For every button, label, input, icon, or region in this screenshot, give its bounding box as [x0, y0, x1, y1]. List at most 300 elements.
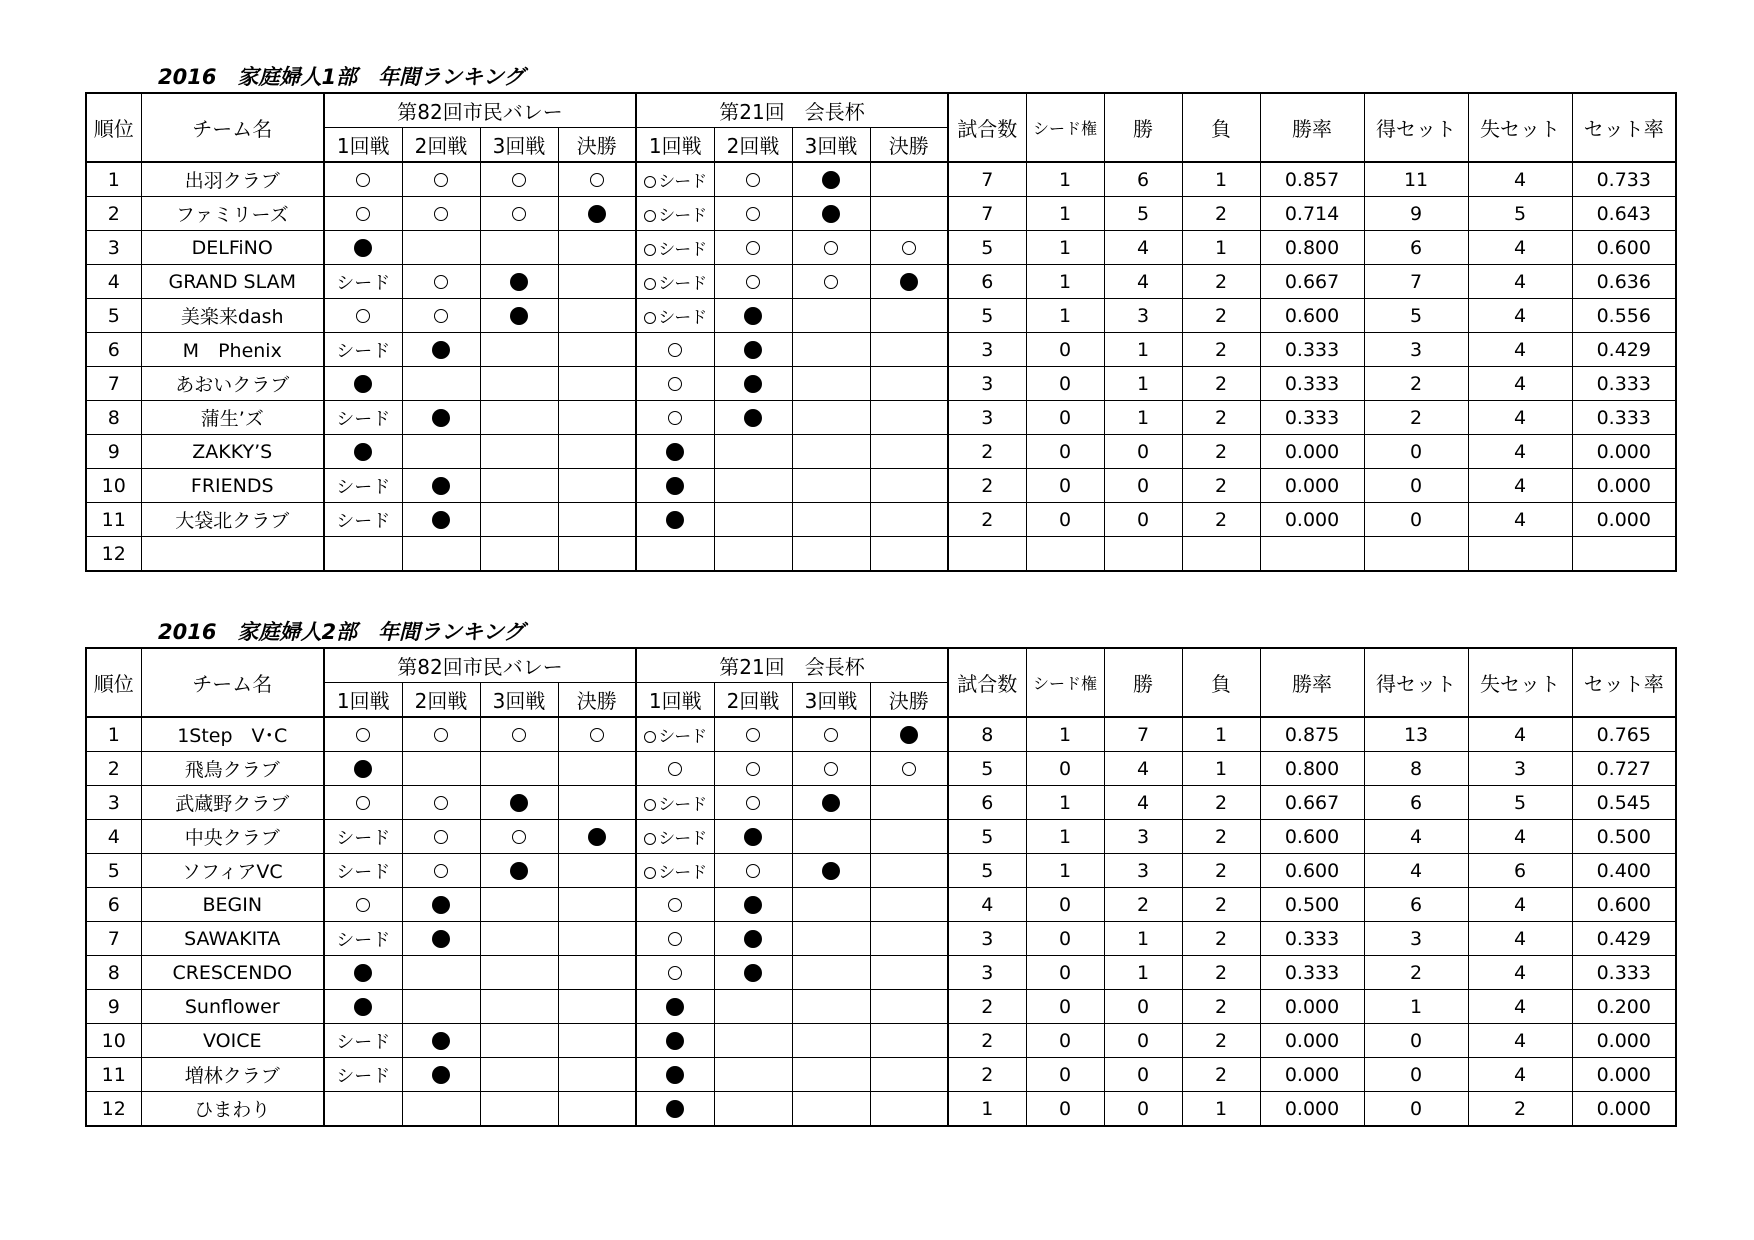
- sets-won-cell: 0: [1364, 503, 1468, 537]
- loss-dot-icon: [432, 341, 450, 359]
- loss-dot-icon: [510, 307, 528, 325]
- win-rate-cell: 0.800: [1260, 752, 1364, 786]
- seed-count-cell: 0: [1026, 1058, 1104, 1092]
- wins-cell: 6: [1104, 162, 1182, 197]
- rank-cell: 1: [86, 717, 141, 752]
- sets-won-cell: 6: [1364, 888, 1468, 922]
- win-circle-icon: [746, 173, 760, 187]
- sets-lost-cell: [1468, 537, 1572, 572]
- team-name-cell: [141, 537, 324, 572]
- losses-cell: 1: [1182, 1092, 1260, 1127]
- win-circle-icon: [668, 411, 682, 425]
- set-rate-cell: 0.733: [1572, 162, 1676, 197]
- win-circle-icon: [824, 275, 838, 289]
- wins-cell: 0: [1104, 1092, 1182, 1127]
- table-row: [86, 990, 1676, 1024]
- result-cell: [402, 752, 480, 786]
- table-row: [86, 922, 1676, 956]
- result-cell: [714, 717, 792, 752]
- result-cell: [402, 299, 480, 333]
- result-cell: [558, 786, 636, 820]
- header-wins: 勝: [1104, 93, 1182, 162]
- win-circle-icon: [746, 762, 760, 776]
- win-rate-cell: 0.875: [1260, 717, 1364, 752]
- team-name-cell: 美楽来dash: [141, 299, 324, 333]
- set-rate-cell: 0.545: [1572, 786, 1676, 820]
- result-cell: [480, 162, 558, 197]
- team-name-cell: ファミリーズ: [141, 197, 324, 231]
- result-cell: [402, 820, 480, 854]
- result-cell: [480, 333, 558, 367]
- result-cell: [402, 854, 480, 888]
- win-circle-icon: [644, 278, 656, 290]
- losses-cell: 2: [1182, 299, 1260, 333]
- rank-cell: 4: [86, 265, 141, 299]
- wins-cell: 1: [1104, 333, 1182, 367]
- result-cell: [558, 197, 636, 231]
- seed-label: シード: [336, 408, 391, 430]
- result-cell: [792, 231, 870, 265]
- result-cell: [480, 367, 558, 401]
- team-name-cell: ZAKKY’S: [141, 435, 324, 469]
- sets-lost-cell: 4: [1468, 367, 1572, 401]
- win-circle-icon: [668, 898, 682, 912]
- sets-won-cell: 2: [1364, 956, 1468, 990]
- games-cell: 5: [948, 854, 1026, 888]
- loss-dot-icon: [744, 964, 762, 982]
- table-row: [86, 854, 1676, 888]
- games-cell: 2: [948, 503, 1026, 537]
- result-cell: [792, 1058, 870, 1092]
- result-cell: [480, 854, 558, 888]
- win-seed-mark: [644, 795, 706, 815]
- header-seed: シード権: [1026, 93, 1104, 162]
- set-rate-cell: 0.429: [1572, 333, 1676, 367]
- seed-label: シード: [336, 476, 391, 498]
- table-row: [86, 1092, 1676, 1127]
- win-circle-icon: [644, 176, 656, 188]
- result-cell: [558, 503, 636, 537]
- header-tournament1: 第82回市民バレー: [324, 648, 636, 683]
- sets-lost-cell: 4: [1468, 888, 1572, 922]
- result-cell: [714, 197, 792, 231]
- result-cell: [324, 1024, 402, 1058]
- result-cell: [636, 820, 714, 854]
- result-cell: [636, 469, 714, 503]
- result-cell: [714, 1092, 792, 1127]
- wins-cell: 0: [1104, 990, 1182, 1024]
- win-seed-mark: [644, 206, 706, 226]
- seed-count-cell: 0: [1026, 333, 1104, 367]
- result-cell: [870, 401, 948, 435]
- sets-lost-cell: 4: [1468, 469, 1572, 503]
- result-cell: [870, 1058, 948, 1092]
- sets-won-cell: 4: [1364, 820, 1468, 854]
- sets-lost-cell: 4: [1468, 401, 1572, 435]
- seed-count-cell: 0: [1026, 469, 1104, 503]
- result-cell: [558, 1092, 636, 1127]
- team-name-cell: 増林クラブ: [141, 1058, 324, 1092]
- result-cell: [558, 820, 636, 854]
- sets-won-cell: 2: [1364, 401, 1468, 435]
- team-name-cell: ひまわり: [141, 1092, 324, 1127]
- loss-dot-icon: [822, 862, 840, 880]
- table-row: [86, 503, 1676, 537]
- sets-lost-cell: 4: [1468, 956, 1572, 990]
- losses-cell: 2: [1182, 401, 1260, 435]
- rank-cell: 6: [86, 333, 141, 367]
- result-cell: [792, 752, 870, 786]
- loss-dot-icon: [588, 205, 606, 223]
- win-rate-cell: [1260, 537, 1364, 572]
- team-name-cell: SAWAKITA: [141, 922, 324, 956]
- result-cell: [792, 888, 870, 922]
- result-cell: [870, 1092, 948, 1127]
- rank-cell: 8: [86, 401, 141, 435]
- result-cell: [480, 537, 558, 572]
- seed-count-cell: 0: [1026, 752, 1104, 786]
- result-cell: [792, 197, 870, 231]
- result-cell: [792, 367, 870, 401]
- losses-cell: 2: [1182, 1024, 1260, 1058]
- result-cell: [792, 333, 870, 367]
- rank-cell: 10: [86, 469, 141, 503]
- loss-dot-icon: [432, 930, 450, 948]
- result-cell: [402, 333, 480, 367]
- loss-dot-icon: [354, 375, 372, 393]
- header-seed: シード権: [1026, 648, 1104, 717]
- result-cell: [480, 990, 558, 1024]
- set-rate-cell: 0.600: [1572, 888, 1676, 922]
- result-cell: [870, 333, 948, 367]
- result-cell: [792, 1092, 870, 1127]
- losses-cell: 2: [1182, 265, 1260, 299]
- win-circle-icon: [746, 728, 760, 742]
- result-cell: [324, 401, 402, 435]
- win-circle-icon: [512, 207, 526, 221]
- header-win-rate: 勝率: [1260, 93, 1364, 162]
- loss-dot-icon: [666, 1066, 684, 1084]
- win-seed-mark: [644, 274, 706, 294]
- table-body: [86, 717, 1676, 1126]
- win-seed-mark: [644, 829, 706, 849]
- losses-cell: 2: [1182, 435, 1260, 469]
- sets-won-cell: 0: [1364, 1058, 1468, 1092]
- seed-count-cell: 1: [1026, 162, 1104, 197]
- loss-dot-icon: [354, 760, 372, 778]
- loss-dot-icon: [666, 477, 684, 495]
- seed-count-cell: 0: [1026, 1092, 1104, 1127]
- win-rate-cell: 0.000: [1260, 1058, 1364, 1092]
- result-cell: [870, 990, 948, 1024]
- win-rate-cell: 0.600: [1260, 854, 1364, 888]
- loss-dot-icon: [432, 1066, 450, 1084]
- result-cell: [636, 922, 714, 956]
- sets-won-cell: 3: [1364, 922, 1468, 956]
- result-cell: [792, 401, 870, 435]
- sets-lost-cell: 4: [1468, 990, 1572, 1024]
- seed-count-cell: 1: [1026, 265, 1104, 299]
- loss-dot-icon: [354, 239, 372, 257]
- win-circle-icon: [644, 867, 656, 879]
- result-cell: [714, 503, 792, 537]
- set-rate-cell: 0.000: [1572, 435, 1676, 469]
- result-cell: [870, 469, 948, 503]
- result-cell: [558, 717, 636, 752]
- losses-cell: 2: [1182, 197, 1260, 231]
- win-circle-icon: [356, 796, 370, 810]
- result-cell: [480, 503, 558, 537]
- games-cell: 5: [948, 820, 1026, 854]
- team-name-cell: 出羽クラブ: [141, 162, 324, 197]
- loss-dot-icon: [432, 511, 450, 529]
- wins-cell: 7: [1104, 717, 1182, 752]
- win-seed-mark: [644, 863, 706, 883]
- seed-count-cell: 0: [1026, 367, 1104, 401]
- win-circle-icon: [668, 343, 682, 357]
- header-round: 2回戦: [714, 128, 792, 163]
- win-rate-cell: 0.667: [1260, 265, 1364, 299]
- losses-cell: 2: [1182, 854, 1260, 888]
- rank-cell: 4: [86, 820, 141, 854]
- header-wins: 勝: [1104, 648, 1182, 717]
- sets-won-cell: 7: [1364, 265, 1468, 299]
- result-cell: [870, 786, 948, 820]
- loss-dot-icon: [744, 930, 762, 948]
- result-cell: [870, 197, 948, 231]
- set-rate-cell: 0.429: [1572, 922, 1676, 956]
- seed-count-cell: 0: [1026, 1024, 1104, 1058]
- win-rate-cell: 0.600: [1260, 820, 1364, 854]
- win-circle-icon: [824, 241, 838, 255]
- games-cell: 8: [948, 717, 1026, 752]
- wins-cell: 1: [1104, 401, 1182, 435]
- rank-cell: 10: [86, 1024, 141, 1058]
- result-cell: [714, 888, 792, 922]
- table-row: [86, 265, 1676, 299]
- result-cell: [636, 162, 714, 197]
- result-cell: [792, 435, 870, 469]
- wins-cell: 5: [1104, 197, 1182, 231]
- sets-won-cell: 11: [1364, 162, 1468, 197]
- table-row: [86, 401, 1676, 435]
- ranking-table: [85, 92, 1677, 572]
- sets-lost-cell: 5: [1468, 197, 1572, 231]
- result-cell: [636, 956, 714, 990]
- result-cell: [636, 717, 714, 752]
- win-circle-icon: [434, 309, 448, 323]
- losses-cell: 2: [1182, 922, 1260, 956]
- result-cell: [402, 162, 480, 197]
- header-rank: 順位: [86, 93, 141, 162]
- table-row: [86, 717, 1676, 752]
- result-cell: [714, 367, 792, 401]
- losses-cell: 2: [1182, 1058, 1260, 1092]
- games-cell: [948, 537, 1026, 572]
- loss-dot-icon: [744, 828, 762, 846]
- win-circle-icon: [668, 966, 682, 980]
- result-cell: [714, 469, 792, 503]
- win-circle-icon: [434, 864, 448, 878]
- result-cell: [792, 820, 870, 854]
- result-cell: [324, 1058, 402, 1092]
- table-row: [86, 820, 1676, 854]
- header-sets-lost: 失セット: [1468, 93, 1572, 162]
- sets-lost-cell: 4: [1468, 231, 1572, 265]
- seed-count-cell: 1: [1026, 717, 1104, 752]
- loss-dot-icon: [744, 375, 762, 393]
- losses-cell: 2: [1182, 333, 1260, 367]
- result-cell: [792, 537, 870, 572]
- result-cell: [324, 1092, 402, 1127]
- seed-count-cell: 1: [1026, 299, 1104, 333]
- games-cell: 2: [948, 990, 1026, 1024]
- header-round: 3回戦: [792, 128, 870, 163]
- seed-label: シード: [336, 929, 391, 951]
- wins-cell: 0: [1104, 503, 1182, 537]
- sets-lost-cell: 2: [1468, 1092, 1572, 1127]
- header-rank: 順位: [86, 648, 141, 717]
- win-rate-cell: 0.333: [1260, 922, 1364, 956]
- result-cell: [558, 956, 636, 990]
- loss-dot-icon: [666, 1100, 684, 1118]
- result-cell: [714, 333, 792, 367]
- team-name-cell: ソフィアVC: [141, 854, 324, 888]
- header-round: 2回戦: [714, 683, 792, 718]
- team-name-cell: CRESCENDO: [141, 956, 324, 990]
- loss-dot-icon: [510, 862, 528, 880]
- header-round: 2回戦: [402, 683, 480, 718]
- result-cell: [480, 1092, 558, 1127]
- rank-cell: 2: [86, 197, 141, 231]
- win-seed-label: シード: [658, 795, 707, 815]
- wins-cell: [1104, 537, 1182, 572]
- result-cell: [714, 820, 792, 854]
- result-cell: [636, 990, 714, 1024]
- win-circle-icon: [644, 312, 656, 324]
- wins-cell: 1: [1104, 367, 1182, 401]
- win-circle-icon: [356, 309, 370, 323]
- table-row: [86, 299, 1676, 333]
- seed-count-cell: 0: [1026, 956, 1104, 990]
- sets-lost-cell: 4: [1468, 503, 1572, 537]
- section-title: 2016 家庭婦人1部 年間ランキング: [158, 65, 525, 89]
- games-cell: 7: [948, 197, 1026, 231]
- result-cell: [402, 717, 480, 752]
- wins-cell: 0: [1104, 1024, 1182, 1058]
- sets-won-cell: 13: [1364, 717, 1468, 752]
- header-losses: 負: [1182, 93, 1260, 162]
- sets-won-cell: 0: [1364, 469, 1468, 503]
- sets-won-cell: 8: [1364, 752, 1468, 786]
- result-cell: [480, 1058, 558, 1092]
- result-cell: [558, 854, 636, 888]
- header-round: 1回戦: [636, 128, 714, 163]
- sets-lost-cell: 4: [1468, 162, 1572, 197]
- header-round: 3回戦: [792, 683, 870, 718]
- set-rate-cell: 0.000: [1572, 503, 1676, 537]
- result-cell: [870, 231, 948, 265]
- result-cell: [558, 469, 636, 503]
- result-cell: [870, 888, 948, 922]
- result-cell: [480, 469, 558, 503]
- games-cell: 1: [948, 1092, 1026, 1127]
- section-title: 2016 家庭婦人2部 年間ランキング: [158, 620, 525, 644]
- loss-dot-icon: [666, 443, 684, 461]
- win-circle-icon: [902, 241, 916, 255]
- seed-count-cell: 1: [1026, 854, 1104, 888]
- sets-won-cell: 1: [1364, 990, 1468, 1024]
- games-cell: 5: [948, 231, 1026, 265]
- win-circle-icon: [644, 244, 656, 256]
- loss-dot-icon: [744, 409, 762, 427]
- result-cell: [870, 162, 948, 197]
- result-cell: [636, 231, 714, 265]
- result-cell: [714, 162, 792, 197]
- win-circle-icon: [746, 241, 760, 255]
- result-cell: [480, 401, 558, 435]
- sets-lost-cell: 4: [1468, 922, 1572, 956]
- result-cell: [402, 197, 480, 231]
- loss-dot-icon: [432, 896, 450, 914]
- header-round: 3回戦: [480, 128, 558, 163]
- result-cell: [324, 503, 402, 537]
- sets-won-cell: 4: [1364, 854, 1468, 888]
- win-rate-cell: 0.667: [1260, 786, 1364, 820]
- set-rate-cell: 0.333: [1572, 401, 1676, 435]
- team-name-cell: VOICE: [141, 1024, 324, 1058]
- sets-lost-cell: 6: [1468, 854, 1572, 888]
- loss-dot-icon: [822, 205, 840, 223]
- result-cell: [324, 367, 402, 401]
- result-cell: [636, 299, 714, 333]
- header-tournament2: 第21回 会長杯: [636, 648, 948, 683]
- win-rate-cell: 0.600: [1260, 299, 1364, 333]
- win-rate-cell: 0.800: [1260, 231, 1364, 265]
- wins-cell: 4: [1104, 786, 1182, 820]
- win-circle-icon: [356, 173, 370, 187]
- rank-cell: 5: [86, 299, 141, 333]
- losses-cell: 2: [1182, 990, 1260, 1024]
- games-cell: 2: [948, 469, 1026, 503]
- sets-won-cell: 0: [1364, 1024, 1468, 1058]
- win-circle-icon: [824, 762, 838, 776]
- result-cell: [402, 1024, 480, 1058]
- ranking-section-div1: [85, 62, 1677, 572]
- result-cell: [792, 956, 870, 990]
- loss-dot-icon: [432, 477, 450, 495]
- win-circle-icon: [644, 799, 656, 811]
- result-cell: [636, 333, 714, 367]
- loss-dot-icon: [354, 964, 372, 982]
- result-cell: [558, 922, 636, 956]
- header-round: 2回戦: [402, 128, 480, 163]
- result-cell: [324, 820, 402, 854]
- games-cell: 3: [948, 922, 1026, 956]
- header-games: 試合数: [948, 648, 1026, 717]
- result-cell: [636, 854, 714, 888]
- set-rate-cell: 0.333: [1572, 367, 1676, 401]
- table-row: [86, 786, 1676, 820]
- wins-cell: 4: [1104, 265, 1182, 299]
- header-tournament2: 第21回 会長杯: [636, 93, 948, 128]
- win-seed-mark: [644, 240, 706, 260]
- sets-won-cell: 3: [1364, 333, 1468, 367]
- table-row: [86, 1058, 1676, 1092]
- result-cell: [870, 854, 948, 888]
- result-cell: [792, 503, 870, 537]
- losses-cell: 2: [1182, 786, 1260, 820]
